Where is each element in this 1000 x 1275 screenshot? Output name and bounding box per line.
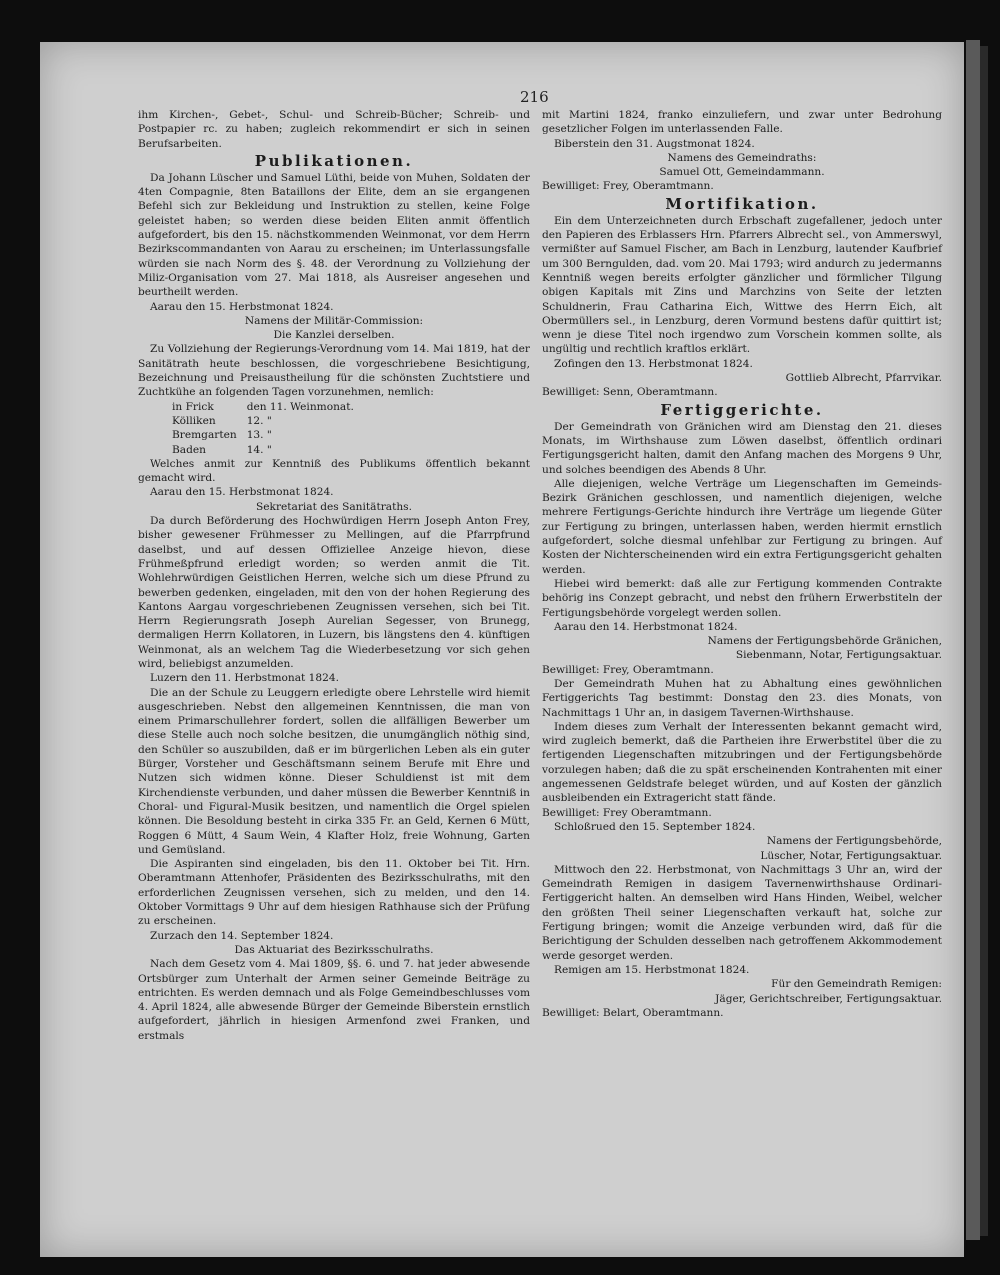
notice-biberstein-cont: mit Martini 1824, franko einzuliefern, und zwar unter Bedrohung gesetzlicher Folgen im unterlassenden Falle.	[542, 109, 942, 136]
schedule-date: 12. "	[246, 414, 272, 427]
notice-granichen-place: Aarau den 14. Herbstmonat 1824.	[554, 620, 738, 633]
notice-sanitat: Zu Vollziehung der Regierungs-Verordnung vom 14. Mai 1819, hat der Sanitätrath heute beschlossen, die vorgeschriebene Besichtigung, Bezeichnung und Preisaustheilung für die schönsten Zuchtstiere und Zuchtkühe an folgenden Tagen vorzunehmen, nemlich:	[138, 343, 530, 399]
notice-sanitat-b: Welches anmit zur Kenntniß des Publikums öffentlich bekannt gemacht wird.	[138, 457, 530, 485]
left-column	[138, 108, 530, 1043]
right-column	[542, 108, 942, 1020]
notice-leuggern: Die an der Schule zu Leuggern erledigte obere Lehrstelle wird hiemit ausgeschrieben. Nebst den allgemeinen Kenntnissen, die man von einem Primarschullehrer fordert, sollen die allfälligen Bewerber um diese Stelle auch noch solche besitzen, die unumgänglich nöthig sind, den Schüler so auszubilden, daß er im bürgerlichen Leben als ein guter Bürger, Vorsteher und Geschäftsmann seinem Berufe mit Ehre und Nutzen sich widmen könne. Dieser Schuldienst ist mit dem Kirchendienste verbunden, und daher müssen die Bewerber Kenntniß in Choral- und Figural-Musik besitzen, und namentlich die Orgel spielen können. Die Besoldung besteht in cirka 335 Fr. an Geld, Kernen 6 Mütt, Roggen 6 Mütt, 4 Saum Wein, 4 Klafter Holz, freie Wohnung, Garten und Gemüsland.	[138, 686, 530, 856]
notice-muhen-sig1: Namens der Fertigungsbehörde,	[766, 835, 942, 848]
next-page-edge	[966, 40, 980, 1240]
notice-leuggern-sig: Das Aktuariat des Bezirksschulraths.	[234, 943, 434, 956]
table-row	[172, 428, 364, 442]
notice-militia-place: Aarau den 15. Herbstmonat 1824.	[150, 300, 334, 313]
notice-biberstein-sig1: Namens des Gemeindraths:	[667, 151, 817, 164]
publikationen-heading: Publikationen.	[254, 151, 414, 170]
fertiggerichte-heading: Fertiggerichte.	[660, 400, 824, 419]
notice-granichen-approved: Bewilliget: Frey, Oberamtmann.	[542, 663, 714, 676]
table-row	[172, 414, 364, 428]
notice-granichen-sig1: Namens der Fertigungsbehörde Gränichen,	[707, 635, 942, 648]
schedule-place: Bremgarten	[172, 429, 237, 442]
schedule-date: 14. "	[246, 443, 272, 456]
notice-granichen-sig2: Siebenmann, Notar, Fertigungsaktuar.	[735, 649, 942, 662]
schedule-table	[172, 400, 364, 457]
notice-granichen-c: Hiebei wird bemerkt: daß alle zur Fertigung kommenden Contrakte behörig ins Conzept gebracht, und nebst den frühern Erwerbstiteln der Fertigungsbehörde vorgelegt werden sollen.	[542, 577, 942, 619]
notice-muhen: Der Gemeindrath Muhen hat zu Abhaltung eines gewöhnlichen Fertiggerichts Tag bestimmt: Donstag den 23. dies Monats, von Nachmittags 1 Uhr an, in dasigem Tavernen-Wirthshause.	[542, 677, 942, 719]
schedule-place: in Frick	[172, 400, 214, 413]
book-binding-edge	[980, 46, 988, 1236]
notice-muhen-sig2: Lüscher, Notar, Fertigungsaktuar.	[760, 849, 942, 862]
notice-leuggern-b: Die Aspiranten sind eingeladen, bis den 11. Oktober bei Tit. Hrn. Oberamtmann Attenhofer, Präsidenten des Bezirksschulraths, mit den erforderlichen Zeugnissen versehen, sich zu melden, und den 14. Oktober Vormittags 9 Uhr auf dem hiesigen Rathhause sich der Prüfung zu erscheinen.	[138, 858, 530, 928]
schedule-place: Kölliken	[172, 414, 216, 427]
notice-mortifikation-approved: Bewilliget: Senn, Oberamtmann.	[542, 386, 718, 399]
schedule-date: 13. "	[246, 429, 272, 442]
notice-mortifikation: Ein dem Unterzeichneten durch Erbschaft zugefallener, jedoch unter den Papieren des Erblassers Hrn. Pfarrers Albrecht sel., von Ammerswyl, vermißter auf Samuel Fischer, am Bach in Lenzburg, lautender Kaufbrief um 300 Berngulden, dad. vom 20. Mai 1793; wird andurch zu jedermanns Kenntniß wegen bereits erfolgter gänzlicher und förmlicher Tilgung obigen Kapitals mit Zins und Marchzins von Seite der letzten Schuldnerin, Frau Catharina Eich, Wittwe des Herrn Eich, alt Obermüllers sel., in Lenzburg, deren Vormund bestens dafür quittirt ist; wenn je diese Titel noch irgendwo zum Vorschein kommen sollte, als ungültig und rechtlich kraftlos erklärt.	[542, 214, 942, 356]
mortifikation-heading: Mortifikation.	[665, 194, 819, 213]
notice-mortifikation-sig: Gottlieb Albrecht, Pfarrvikar.	[785, 372, 942, 385]
notice-remigen-place: Remigen am 15. Herbstmonat 1824.	[554, 963, 750, 976]
table-row	[172, 443, 364, 457]
intro-paragraph: ihm Kirchen-, Gebet-, Schul- und Schreib-Bücher; Schreib- und Postpapier rc. zu haben; zugleich rekommendirt er sich in seinen Berufsarbeiten.	[138, 109, 530, 150]
page-number: 216	[520, 88, 549, 106]
notice-granichen: Der Gemeindrath von Gränichen wird am Dienstag den 21. dieses Monats, im Wirthshause zum Löwen daselbst, öffentlich ordinari Fertigungsgericht halten, damit den Anfang machen des Morgens 9 Uhr, und solches beendigen des Abends 8 Uhr.	[542, 420, 942, 476]
notice-mortifikation-place: Zofingen den 13. Herbstmonat 1824.	[554, 357, 753, 370]
notice-militia-sig2: Die Kanzlei derselben.	[273, 329, 395, 342]
notice-fruhmesser-place: Luzern den 11. Herbstmonat 1824.	[150, 672, 339, 685]
notice-militia-sig1: Namens der Militär-Commission:	[244, 314, 424, 327]
notice-sanitat-place: Aarau den 15. Herbstmonat 1824.	[150, 486, 334, 499]
notice-remigen-sig2: Jäger, Gerichtschreiber, Fertigungsaktuar.	[715, 992, 942, 1005]
schedule-place: Baden	[172, 443, 206, 456]
notice-biberstein-approved: Bewilliget: Frey, Oberamtmann.	[542, 180, 714, 193]
notice-biberstein-sig2: Samuel Ott, Gemeindammann.	[659, 166, 825, 179]
notice-granichen-b: Alle diejenigen, welche Verträge um Liegenschaften im Gemeinds-Bezirk Gränichen geschlossen, und namentlich diejenigen, welche mehrere Fertigungs-Gerichte hindurch ihre Verträge um liegende Güter zur Fertigung zu bringen, unterlassen haben, werden hiermit ernstlich aufgefordert, solche diesmal unfehlbar zur Fertigung zu bringen. Auf Kosten der Nichterscheinenden wird ein extra Fertigungsgericht gehalten werden.	[542, 477, 942, 576]
notice-muhen-approved: Bewilliget: Frey Oberamtmann.	[542, 806, 712, 819]
notice-remigen-approved: Bewilliget: Belart, Oberamtmann.	[542, 1006, 724, 1019]
notice-muhen-b: Indem dieses zum Verhalt der Interessenten bekannt gemacht wird, wird zugleich bemerkt, daß die Partheien ihre Erwerbstitel über die zu fertigenden Liegenschaften mitzubringen und der Fertigungsbehörde vorzulegen haben; daß die zu spät erscheinenden Kontrahenten mit einer angemessenen Geldstrafe beleget würden, und auf Kosten der gänzlich ausbleibenden ein Extragericht statt fände.	[542, 720, 942, 805]
notice-remigen: Mittwoch den 22. Herbstmonat, von Nachmittags 3 Uhr an, wird der Gemeindrath Remigen in dasigem Tavernenwirthshause Ordinari-Fertiggericht halten. An demselben wird Hans Hinden, Weibel, welcher den größten Theil seiner Liegenschaften verkauft hat, solche zur Fertigung bringen; womit die Anzeige verbunden wird, daß für die Berichtigung der Schulden desselben nach getroffenem Akkommodement werde gesorget werden.	[542, 863, 942, 962]
notice-leuggern-place: Zurzach den 14. September 1824.	[150, 929, 334, 942]
notice-muhen-place: Schloßrued den 15. September 1824.	[554, 820, 756, 833]
notice-biberstein: Nach dem Gesetz vom 4. Mai 1809, §§. 6. und 7. hat jeder abwesende Ortsbürger zum Unterhalt der Armen seiner Gemeinde Beiträge zu entrichten. Es werden demnach und als Folge Gemeindbeschlusses vom 4. April 1824, alle abwesende Bürger der Gemeinde Biberstein ernstlich aufgefordert, jährlich in hiesigen Armenfond zwei Franken, und erstmals	[138, 958, 530, 1042]
notice-remigen-sig1: Für den Gemeindrath Remigen:	[771, 978, 942, 991]
table-row	[172, 400, 364, 414]
notice-fruhmesser: Da durch Beförderung des Hochwürdigen Herrn Joseph Anton Frey, bisher gewesener Frühmesser zu Mellingen, auf die Pfarrpfrund daselbst, und auf dessen Offiziellee Anzeige hievon, diese Frühmeßpfrund erledigt worden; so werden anmit die Tit. Wohlehrwürdigen Geistlichen Herren, welche sich um diese Pfrund zu bewerben gedenken, eingeladen, mit den von der hohen Regierung des Kantons Aargau vorgeschriebenen Zeugnissen versehen, sich bei Tit. Herrn Regierungsrath Joseph Aurelian Segesser, von Brunegg, dermaligen Herrn Kollatoren, in Luzern, bis längstens den 4. künftigen Weinmonat, als an welchem Tag die Wiederbesetzung vor sich gehen wird, beliebigst anzumelden.	[138, 515, 530, 670]
notice-sanitat-sig: Sekretariat des Sanitätraths.	[256, 500, 412, 513]
notice-biberstein-place: Biberstein den 31. Augstmonat 1824.	[554, 137, 755, 150]
notice-militia: Da Johann Lüscher und Samuel Lüthi, beide von Muhen, Soldaten der 4ten Compagnie, 8ten Bataillons der Elite, dem an sie ergangenen Befehl sich zur Bekleidung und Instruktion zu stellen, keine Folge geleistet haben; so werden diese beiden Eliten anmit öffentlich aufgefordert, bis den 15. nächstkommenden Weinmonat, vor dem Herrn Bezirkscommandanten von Aarau zu erscheinen; im Unterlassungsfalle würden sie nach Norm des §. 48. der Verordnung zu Vollziehung der Miliz-Organisation vom 27. Mai 1818, als Ausreiser angesehen und beurtheilt werden.	[138, 171, 530, 299]
schedule-date: den 11. Weinmonat.	[246, 400, 354, 413]
